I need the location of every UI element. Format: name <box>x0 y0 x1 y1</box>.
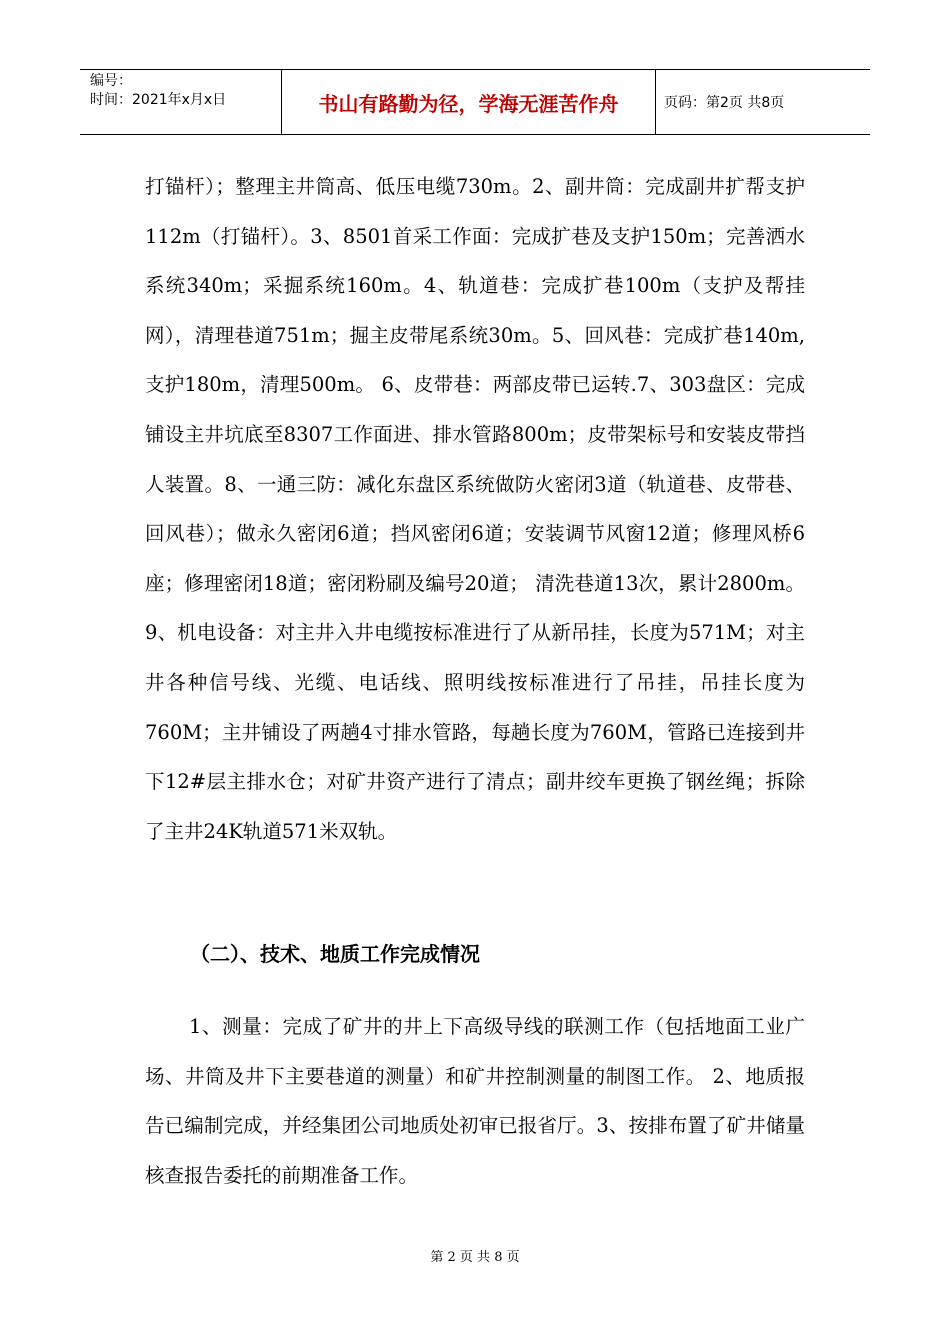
header-page-number: 页码：第2页 共8页 <box>664 95 785 111</box>
document-number-label: 编号： <box>90 73 132 89</box>
page-footer: 第 2 页 共 8 页 <box>430 1250 520 1265</box>
body-paragraph-1: 打锚杆）；整理主井筒高、低压电缆730m。2、副井筒：完成副井扩帮支护112m（打锚杆）。3、8501首采工作面：完成扩巷及支护150m；完善洒水系统340m；采掘系统160m。4、轨道巷：完成扩巷100m（支护及帮挂网），清理巷道751m；掘主皮带尾系统30m。5、回风巷：完成扩巷140m,支护180m，清理500m。 6、皮带巷：两部皮带已运转.7、303盘区：完成铺设主井坑底至8307工作面进、排水管路800m；皮带架标号和安装皮带挡人装置。8、一通三防：减化东盘区系统做防火密闭3道（轨道巷、皮带巷、回风巷）；做永久密闭6道；挡风密闭6道；安装调节风窗12道；修理风桥6座；修理密闭18道；密闭粉刷及编号20道； 清洗巷道13次，累计2800m。9、机电设备：对主井入井电缆按标准进行了从新吊挂，长度为571M；对主井各种信号线、光缆、电话线、照明线按标准进行了吊挂，吊挂长度为760M；主井铺设了两趟4寸排水管路，每趟长度为760M，管路已连接到井下12#层主排水仓；对矿井资产进行了清点；副井绞车更换了钢丝绳；拆除了主井24K轨道571米双轨。 <box>145 175 805 843</box>
body-paragraph-2: 1、测量：完成了矿井的井上下高级导线的联测工作（包括地面工业广场、井筒及井下主要巷道的测量）和矿井控制测量的制图工作。 2、地质报告已编制完成，并经集团公司地质处初审已报省厅。3、按排布置了矿井储量核查报告委托的前期准备工作。 <box>145 1015 805 1187</box>
header-meta <box>80 70 282 134</box>
section-heading: （二）、技术、地质工作完成情况 <box>190 942 480 966</box>
page-header <box>80 69 870 135</box>
document-date-label: 时间：2021年x月x日 <box>90 92 227 108</box>
header-motto: 书山有路勤为径，学海无涯苦作舟 <box>282 70 656 134</box>
